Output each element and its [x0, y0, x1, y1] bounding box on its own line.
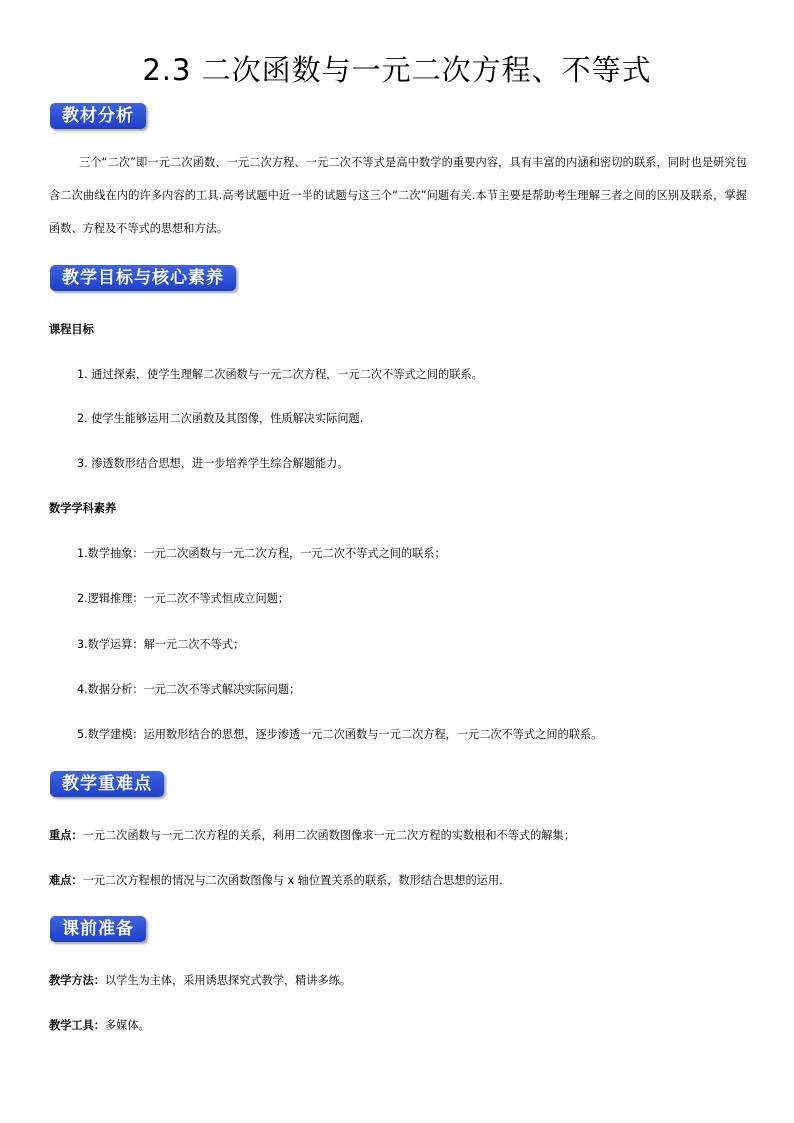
section-heading-key-points: 教学重难点: [50, 771, 164, 797]
difficult-point-label: 难点：: [49, 874, 83, 887]
analysis-paragraph: 三个“二次”即一元二次函数、一元二次方程、一元二次不等式是高中数学的重要内容，具有丰富的内涵和密切的联系，同时也是研究包含二次曲线在内的许多内容的工具.高考试题中近一半的试题与这三个“二次”问题有关.本节主要是帮助考生理解三者之间的区别及联系，掌握函数、方程及不等式的思想和方法。: [49, 156, 747, 235]
teaching-method-line: [49, 972, 351, 988]
teaching-tools-line: [49, 1017, 150, 1033]
course-goal-item: 1. 通过探索，使学生理解二次函数与一元二次方程，一元二次不等式之间的联系。: [77, 368, 483, 381]
teaching-method-text: 以学生为主体，采用诱思探究式教学，精讲多练。: [104, 974, 352, 987]
literacy-item: 2.逻辑推理：一元二次不等式恒成立问题；: [77, 592, 290, 605]
difficult-point-line: [49, 872, 503, 888]
course-goal-item: 2. 使学生能够运用二次函数及其图像，性质解决实际问题.: [77, 412, 364, 425]
teaching-tools-text: 多媒体。: [104, 1019, 150, 1032]
course-goals-label: 课程目标: [49, 323, 94, 336]
course-goal-item: 3. 渗透数形结合思想，进一步培养学生综合解题能力。: [77, 457, 349, 470]
section-heading-preparation: 课前准备: [50, 916, 146, 942]
key-point-text: 一元二次函数与一元二次方程的关系，利用二次函数图像求一元二次方程的实数根和不等式的解集；: [82, 829, 575, 842]
section-heading-analysis: 教材分析: [50, 103, 146, 129]
key-point-label: 重点：: [49, 829, 83, 842]
key-point-line: [49, 827, 575, 843]
literacy-label: 数学学科素养: [49, 502, 117, 515]
literacy-item: 4.数据分析：一元二次不等式解决实际问题；: [77, 683, 301, 696]
page-title: 2.3 二次函数与一元二次方程、不等式: [142, 53, 652, 87]
literacy-item: 1.数学抽象：一元二次函数与一元二次方程，一元二次不等式之间的联系；: [77, 547, 446, 560]
literacy-item: 5.数学建模：运用数形结合的思想，逐步渗透一元二次函数与一元二次方程，一元二次不等式之间的联系。: [77, 728, 603, 741]
teaching-tools-label: 教学工具：: [49, 1019, 105, 1032]
literacy-item: 3.数学运算：解一元二次不等式；: [77, 638, 245, 651]
difficult-point-text: 一元二次方程根的情况与二次函数图像与 x 轴位置关系的联系，数形结合思想的运用.: [82, 874, 503, 887]
teaching-method-label: 教学方法：: [49, 974, 105, 987]
section-heading-goals: 教学目标与核心素养: [50, 265, 236, 291]
